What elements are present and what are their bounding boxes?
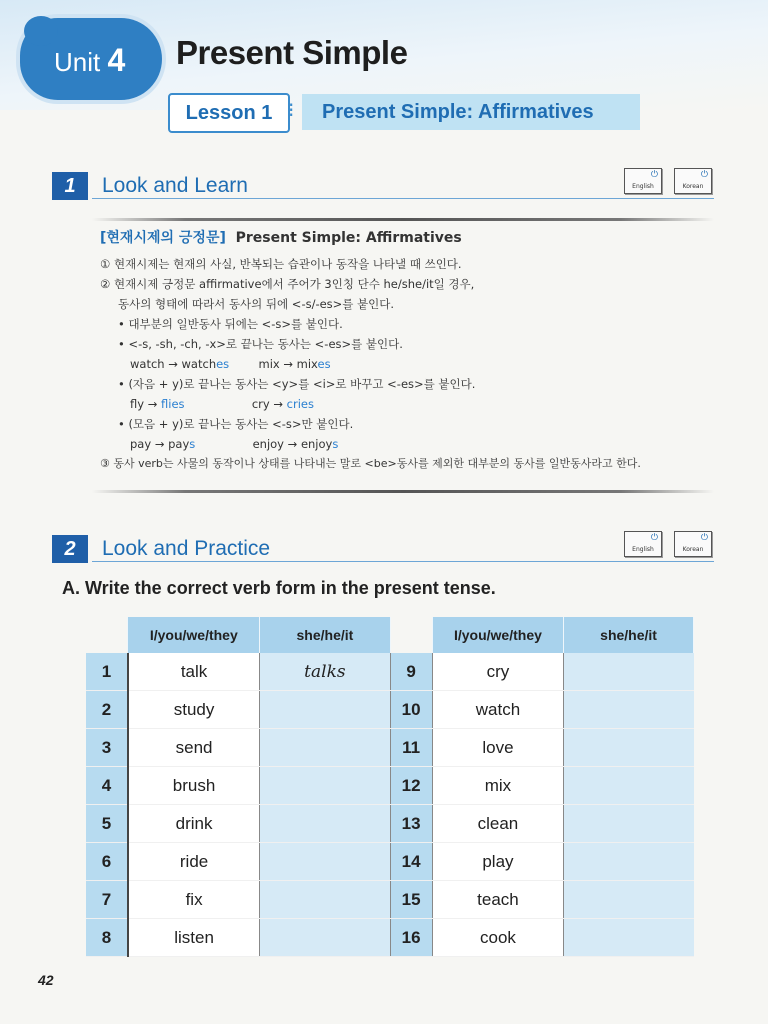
header-singular-1: she/he/it bbox=[260, 617, 390, 653]
base-verb: love bbox=[432, 729, 563, 767]
base-verb: cook bbox=[432, 919, 563, 957]
power-icon: ⏻ bbox=[700, 170, 708, 180]
unit-label: Unit 4 bbox=[54, 42, 126, 78]
row-number: 7 bbox=[86, 881, 128, 919]
section-1-title: Look and Learn bbox=[102, 174, 248, 197]
lesson-label: Lesson 1 bbox=[168, 93, 290, 133]
answer-field[interactable] bbox=[260, 805, 390, 843]
header-blank bbox=[390, 617, 432, 653]
row-number: 6 bbox=[86, 843, 128, 881]
answer-field[interactable] bbox=[564, 919, 694, 957]
header-singular-2: she/he/it bbox=[564, 617, 694, 653]
row-number: 14 bbox=[390, 843, 432, 881]
row-number: 9 bbox=[390, 653, 432, 691]
row-number: 13 bbox=[390, 805, 432, 843]
table-row bbox=[86, 805, 694, 843]
power-icon: ⏻ bbox=[700, 533, 708, 543]
answer-field[interactable] bbox=[564, 729, 694, 767]
korean-button-label: Korean bbox=[682, 183, 704, 190]
header-blank bbox=[86, 617, 128, 653]
bullet-2: • <-s, -sh, -ch, -x>로 끝나는 동사는 <-es>를 붙인다. bbox=[118, 337, 403, 351]
table-row bbox=[86, 653, 694, 691]
example-2: watch → watches mix → mixes bbox=[130, 357, 331, 371]
base-verb: clean bbox=[432, 805, 563, 843]
unit-number: 4 bbox=[107, 42, 126, 78]
row-number: 1 bbox=[86, 653, 128, 691]
base-verb: send bbox=[128, 729, 260, 767]
base-verb: drink bbox=[128, 805, 260, 843]
korean-audio-button[interactable] bbox=[674, 531, 712, 557]
base-verb: study bbox=[128, 691, 260, 729]
page-number: 42 bbox=[38, 972, 54, 988]
section-2-divider bbox=[92, 561, 714, 562]
row-number: 11 bbox=[390, 729, 432, 767]
lesson-separator-icon: ⁝ bbox=[288, 98, 295, 122]
base-verb: fix bbox=[128, 881, 260, 919]
rule-3: ③ 동사 verb는 사물의 동작이나 상태를 나타내는 말로 <be>동사를 제외한 대부분의 동사를 일반동사라고 한다. bbox=[100, 457, 641, 470]
header-plural-1: I/you/we/they bbox=[128, 617, 260, 653]
rule-2b: 동사의 형태에 따라서 동사의 뒤에 <-s/-es>를 붙인다. bbox=[118, 297, 395, 311]
verb-form-table bbox=[86, 617, 694, 957]
answer-field[interactable]: talks bbox=[260, 653, 390, 691]
rule-2a: ② 현재시제 긍정문 affirmative에서 주어가 3인칭 단수 he/she/it일 경우, bbox=[100, 277, 475, 291]
lesson-title: Present Simple: Affirmatives bbox=[302, 94, 640, 130]
korean-audio-button[interactable] bbox=[674, 168, 712, 194]
example-4: pay → pays enjoy → enjoys bbox=[130, 437, 339, 451]
table-row bbox=[86, 919, 694, 957]
english-audio-button[interactable] bbox=[624, 168, 662, 194]
power-icon: ⏻ bbox=[650, 533, 658, 543]
table-header-row bbox=[86, 617, 694, 653]
rule-box-bottom-bar bbox=[92, 490, 714, 493]
answer-field[interactable] bbox=[260, 767, 390, 805]
row-number: 10 bbox=[390, 691, 432, 729]
table-row bbox=[86, 691, 694, 729]
section-2-number: 2 bbox=[52, 535, 88, 563]
base-verb: ride bbox=[128, 843, 260, 881]
answer-field[interactable] bbox=[260, 691, 390, 729]
english-audio-button[interactable] bbox=[624, 531, 662, 557]
korean-button-label: Korean bbox=[682, 546, 704, 553]
rule-1: ① 현재시제는 현재의 사실, 반복되는 습관이나 동작을 나타낼 때 쓰인다. bbox=[100, 257, 462, 271]
bullet-1: • 대부분의 일반동사 뒤에는 <-s>를 붙인다. bbox=[118, 317, 343, 331]
base-verb: teach bbox=[432, 881, 563, 919]
row-number: 8 bbox=[86, 919, 128, 957]
base-verb: listen bbox=[128, 919, 260, 957]
bullet-3: • (자음 + y)로 끝나는 동사는 <y>를 <i>로 바꾸고 <-es>를 붙인다. bbox=[118, 377, 476, 391]
base-verb: play bbox=[432, 843, 563, 881]
base-verb: watch bbox=[432, 691, 563, 729]
header-plural-2: I/you/we/they bbox=[432, 617, 563, 653]
answer-field[interactable] bbox=[260, 729, 390, 767]
rule-box-top-bar bbox=[92, 218, 714, 221]
answer-field[interactable] bbox=[564, 691, 694, 729]
answer-field[interactable] bbox=[564, 653, 694, 691]
bullet-4: • (모음 + y)로 끝나는 동사는 <-s>만 붙인다. bbox=[118, 417, 354, 431]
table-row bbox=[86, 767, 694, 805]
answer-field[interactable] bbox=[564, 843, 694, 881]
english-button-label: English bbox=[632, 183, 654, 190]
english-button-label: English bbox=[632, 546, 654, 553]
base-verb: talk bbox=[128, 653, 260, 691]
section-1-number: 1 bbox=[52, 172, 88, 200]
page-title: Present Simple bbox=[176, 34, 408, 71]
table-row bbox=[86, 729, 694, 767]
row-number: 2 bbox=[86, 691, 128, 729]
answer-field[interactable] bbox=[260, 881, 390, 919]
section-1-divider bbox=[92, 198, 714, 199]
exercise-instruction: A. Write the correct verb form in the present tense. bbox=[62, 578, 496, 598]
row-number: 15 bbox=[390, 881, 432, 919]
power-icon: ⏻ bbox=[650, 170, 658, 180]
base-verb: brush bbox=[128, 767, 260, 805]
row-number: 5 bbox=[86, 805, 128, 843]
row-number: 3 bbox=[86, 729, 128, 767]
table-row bbox=[86, 843, 694, 881]
answer-field[interactable] bbox=[564, 805, 694, 843]
answer-field[interactable] bbox=[564, 767, 694, 805]
base-verb: cry bbox=[432, 653, 563, 691]
table-row bbox=[86, 881, 694, 919]
answer-field[interactable] bbox=[260, 843, 390, 881]
row-number: 12 bbox=[390, 767, 432, 805]
answer-field[interactable] bbox=[260, 919, 390, 957]
row-number: 16 bbox=[390, 919, 432, 957]
row-number: 4 bbox=[86, 767, 128, 805]
base-verb: mix bbox=[432, 767, 563, 805]
answer-field[interactable] bbox=[564, 881, 694, 919]
rules-heading: [현재시제의 긍정문] Present Simple: Affirmatives bbox=[100, 230, 462, 246]
example-3: fly → flies cry → cries bbox=[130, 397, 314, 411]
section-2-title: Look and Practice bbox=[102, 537, 271, 560]
grammar-rules-box bbox=[100, 228, 700, 474]
